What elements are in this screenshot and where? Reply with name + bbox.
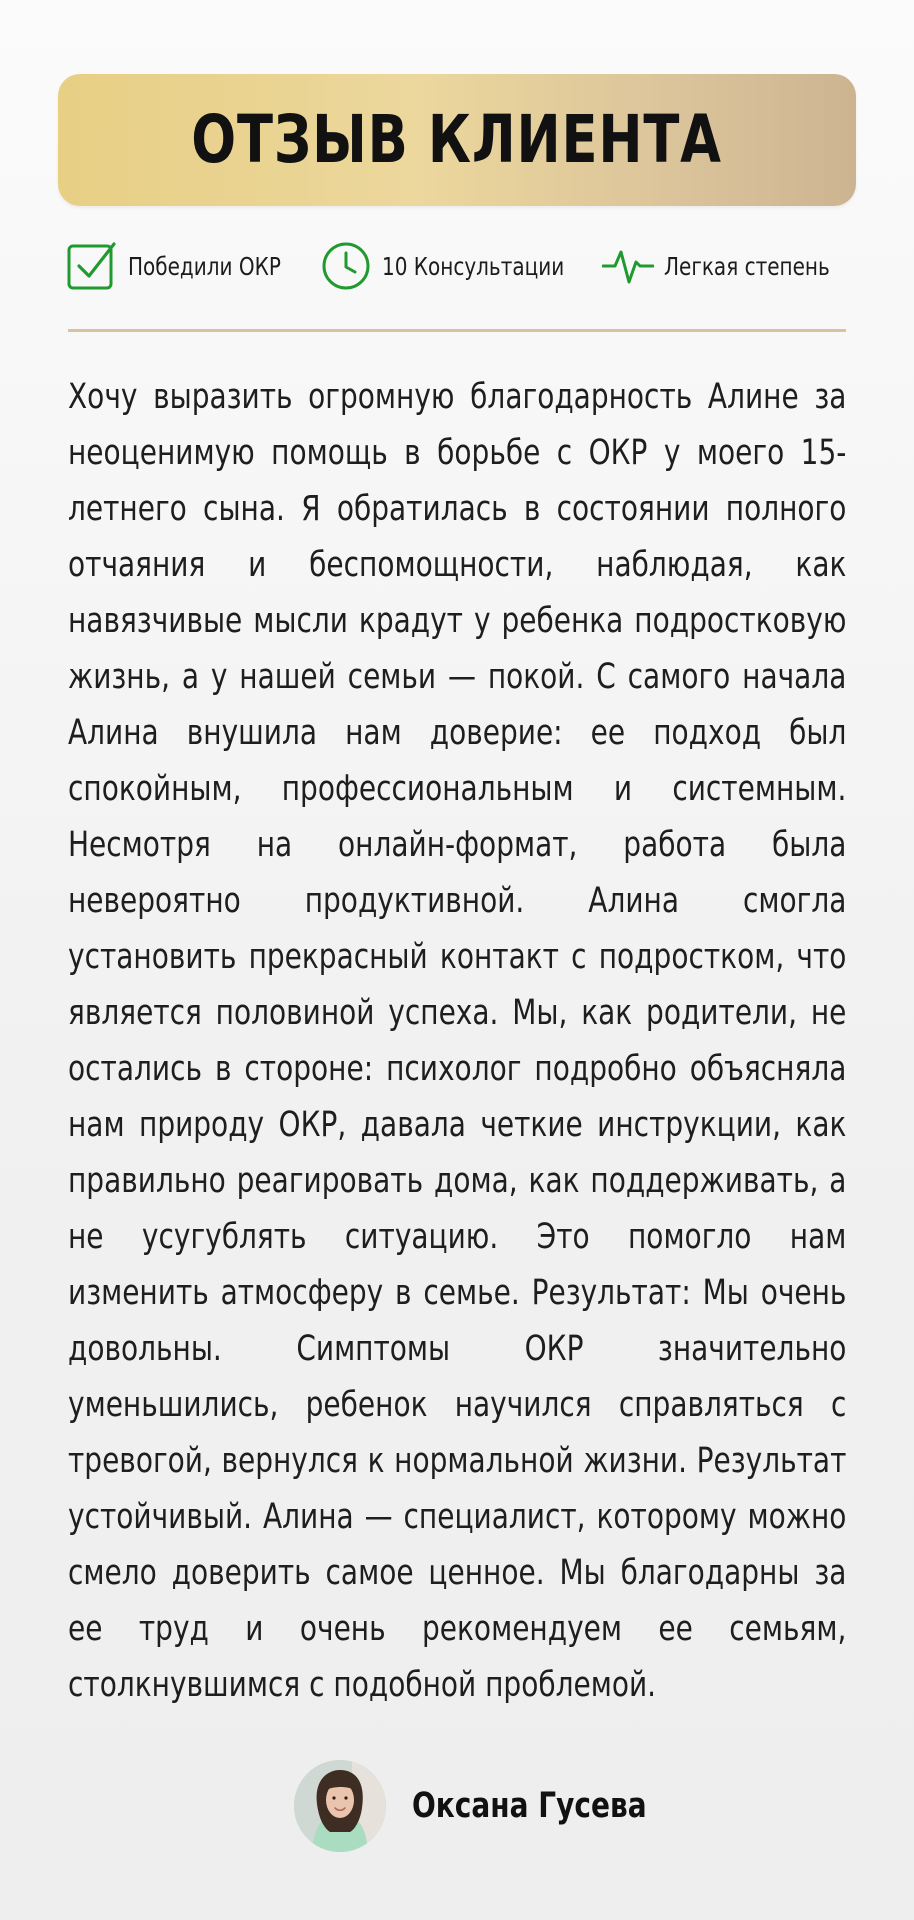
stat-label: Легкая степень	[664, 251, 830, 281]
author-block	[294, 1760, 705, 1852]
checkbox-check-icon	[66, 240, 118, 292]
review-text-block	[68, 369, 846, 1713]
stat-item-consultations	[320, 238, 610, 294]
pulse-line-icon	[602, 240, 654, 292]
clock-icon	[320, 240, 372, 292]
page-title: ОТЗЫВ КЛИЕНТА	[191, 101, 723, 178]
stat-item-victory	[66, 238, 319, 294]
stat-label: 10 Консультации	[382, 251, 565, 281]
stat-item-severity	[602, 238, 871, 294]
stat-label: Победили ОКР	[128, 251, 281, 281]
author-name: Оксана Гусева	[412, 1786, 647, 1826]
divider	[68, 329, 846, 332]
avatar	[294, 1760, 386, 1852]
header-banner	[58, 74, 856, 206]
stats-row	[66, 238, 856, 294]
review-text: Хочу выразить огромную благодарность Алине за неоценимую помощь в борьбе с ОКР у моего 15-летнего сына. Я обратилась в состоянии полного отчаяния и беспомощности, наблюдая, как навязчивые мысли крадут у ребенка подростковую жизнь, а у нашей семьи — покой. С самого начала Алина внушила нам доверие: ее подход был спокойным, профессиональным и системным. Несмотря на онлайн-формат, работа была невероятно продуктивной. Алина смогла установить прекрасный контакт с подростком, что является половиной успеха. Мы, как родители, не остались в стороне: психолог подробно объясняла нам природу ОКР, давала четкие инструкции, как правильно реагировать дома, как поддерживать, а не усугублять ситуацию. Это помогло нам изменить атмосферу в семье. Результат: Мы очень довольны. Симптомы ОКР значительно уменьшились, ребенок научился справляться с тревогой, вернулся к нормальной жизни. Результат устойчивый. Алина — специалист, которому можно смело доверить самое ценное. Мы благодарны за ее труд и очень рекомендуем ее семьям, столкнувшимся с подобной проблемой.	[68, 377, 847, 1705]
